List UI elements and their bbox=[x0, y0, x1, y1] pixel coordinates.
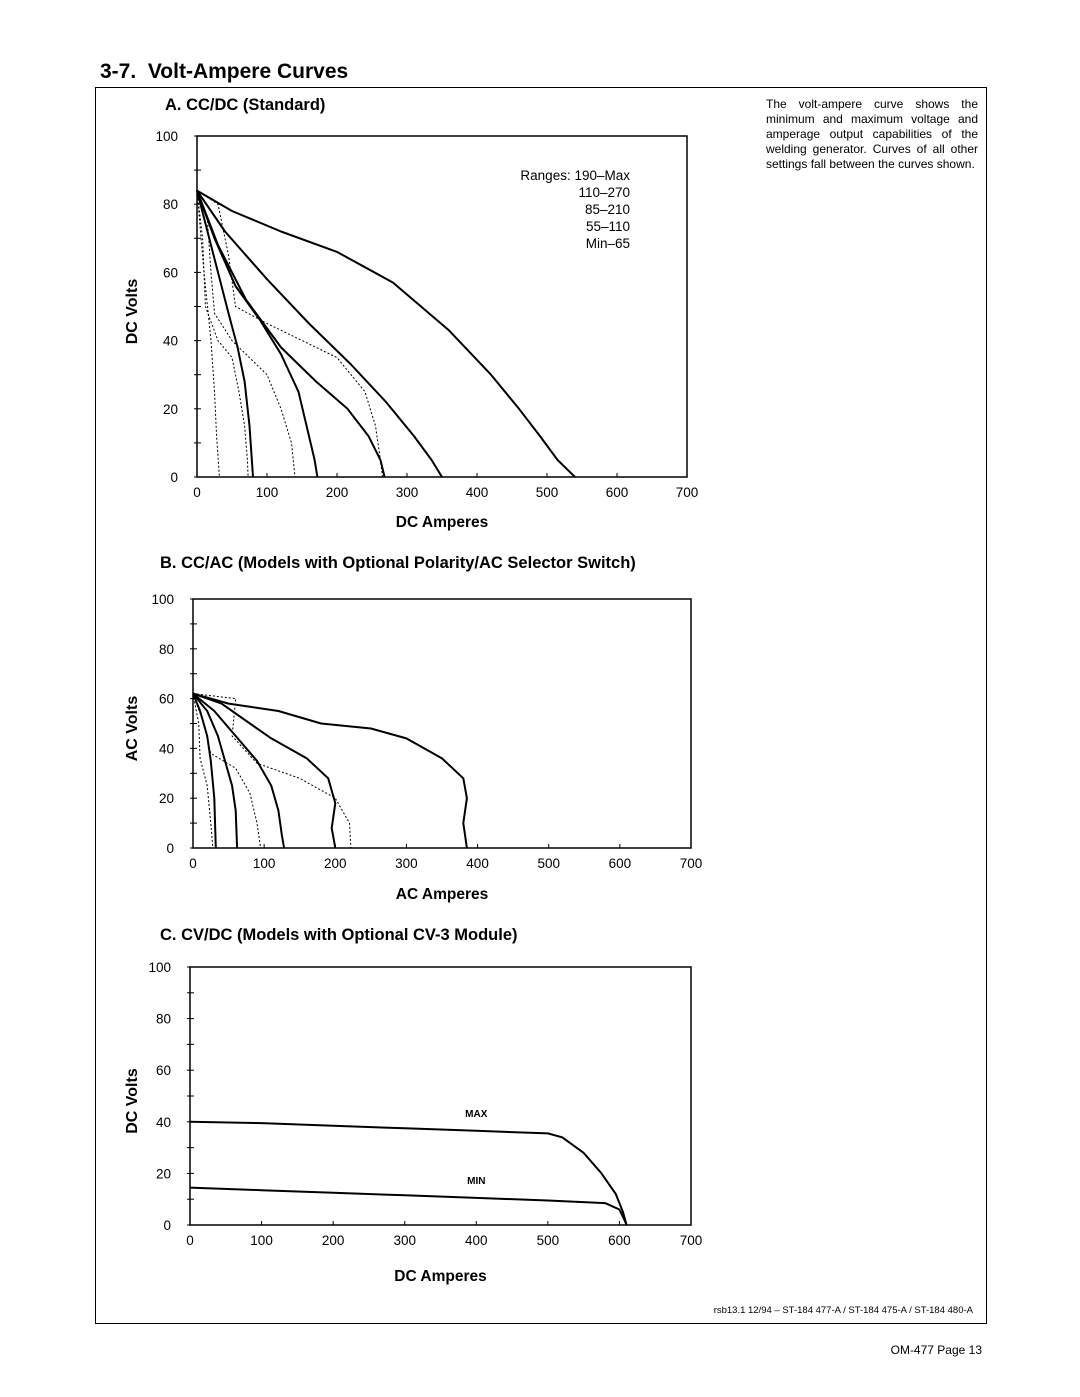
chart-a-x-tick-label: 100 bbox=[255, 485, 279, 500]
chart-c-series-2 bbox=[190, 1188, 627, 1225]
chart-a-legend-entry: Ranges: 190–Max bbox=[520, 168, 630, 183]
chart-b-series-5 bbox=[193, 694, 216, 848]
chart-a-x-axis-label: DC Amperes bbox=[395, 514, 489, 531]
chart-a-series-5 bbox=[197, 191, 253, 477]
chart-b-y-tick-label: 80 bbox=[158, 641, 174, 657]
chart-c-x-tick-label: 100 bbox=[250, 1233, 273, 1248]
chart-b-y-axis-label: AC Volts bbox=[124, 695, 141, 762]
chart-b-x-tick-label: 700 bbox=[679, 856, 703, 871]
chart-a-x-tick-label: 0 bbox=[193, 485, 201, 500]
section-title: Volt-Ampere Curves bbox=[147, 60, 349, 83]
chart-b-y-tick-label: 100 bbox=[151, 592, 174, 607]
chart-c-y-tick-label: 60 bbox=[155, 1063, 171, 1079]
chart-a-y-tick-label: 0 bbox=[170, 470, 178, 485]
chart-c-plot-frame bbox=[190, 967, 691, 1225]
chart-a-series-8 bbox=[197, 191, 248, 477]
chart-a-y-tick-label: 60 bbox=[162, 265, 178, 281]
chart-a-legend-entry: Min–65 bbox=[585, 236, 630, 251]
chart-b-x-tick-label: 400 bbox=[466, 856, 489, 871]
chart-c-title: C. CV/DC (Models with Optional CV-3 Module) bbox=[160, 926, 518, 944]
chart-b-series-6 bbox=[193, 694, 351, 848]
chart-c-x-tick-label: 200 bbox=[321, 1233, 345, 1248]
chart-c-y-axis-label: DC Volts bbox=[124, 1068, 141, 1134]
chart-b-y-tick-label: 0 bbox=[166, 841, 174, 856]
chart-b-x-tick-label: 100 bbox=[252, 856, 276, 871]
chart-c-x-axis-label: DC Amperes bbox=[394, 1268, 487, 1285]
chart-b-y-tick-label: 20 bbox=[158, 791, 174, 807]
chart-c-series-1 bbox=[190, 1122, 627, 1225]
chart-c-y-tick-label: 40 bbox=[155, 1114, 171, 1130]
chart-b-x-tick-label: 300 bbox=[395, 856, 418, 871]
chart-c-y-tick-label: 0 bbox=[163, 1218, 171, 1233]
chart-c-series-label-min: MIN bbox=[467, 1175, 486, 1187]
page-number: OM-477 Page 13 bbox=[890, 1343, 982, 1357]
chart-b-x-axis-label: AC Amperes bbox=[395, 886, 489, 903]
chart-b-title: B. CC/AC (Models with Optional Polarity/AC Selector Switch) bbox=[160, 554, 636, 572]
chart-c-x-tick-label: 300 bbox=[393, 1233, 416, 1248]
chart-a-series-3 bbox=[197, 191, 385, 477]
chart-c-series-label-max: MAX bbox=[465, 1108, 488, 1120]
chart-a-series-1 bbox=[197, 191, 575, 477]
description-text: The volt-ampere curve shows the minimum and maximum voltage and amperage output capabilities of the welding generator. Curves of all other settings fall between the curves shown. bbox=[766, 97, 978, 171]
chart-a-x-tick-label: 700 bbox=[675, 485, 699, 500]
chart-b-x-tick-label: 500 bbox=[537, 856, 560, 871]
chart-c-x-tick-label: 0 bbox=[186, 1233, 194, 1248]
chart-c-x-tick-label: 600 bbox=[608, 1233, 631, 1248]
chart-c-y-tick-label: 100 bbox=[148, 960, 171, 975]
chart-b-plot-frame bbox=[193, 599, 691, 848]
chart-a-x-tick-label: 300 bbox=[395, 485, 419, 500]
chart-a-x-tick-label: 500 bbox=[535, 485, 559, 500]
chart-a-legend-entry: 85–210 bbox=[584, 202, 630, 217]
reference-code: rsb13.1 12/94 – ST-184 477-A / ST-184 475-A / ST-184 480-A bbox=[713, 1305, 973, 1316]
chart-c-x-tick-label: 400 bbox=[465, 1233, 488, 1248]
section-number: 3-7. bbox=[100, 60, 137, 83]
chart-a-y-tick-label: 40 bbox=[162, 333, 178, 349]
chart-b-y-tick-label: 60 bbox=[158, 691, 174, 707]
chart-b-x-tick-label: 0 bbox=[189, 856, 197, 871]
chart-c-x-tick-label: 500 bbox=[536, 1233, 560, 1248]
chart-c-y-tick-label: 20 bbox=[155, 1166, 171, 1182]
chart-a-x-tick-label: 400 bbox=[465, 485, 489, 500]
chart-a-title: A. CC/DC (Standard) bbox=[165, 96, 326, 114]
chart-b-x-tick-label: 600 bbox=[608, 856, 632, 871]
chart-a-legend-entry: 110–270 bbox=[578, 185, 630, 200]
chart-b-x-tick-label: 200 bbox=[324, 856, 347, 871]
chart-c-x-tick-label: 700 bbox=[679, 1233, 703, 1248]
chart-a-y-tick-label: 20 bbox=[162, 401, 178, 417]
chart-a-legend-entry: 55–110 bbox=[585, 219, 630, 234]
chart-a-y-axis-label: DC Volts bbox=[124, 278, 141, 345]
chart-a-series-6 bbox=[197, 191, 383, 477]
chart-c-y-tick-label: 80 bbox=[155, 1011, 171, 1027]
chart-a-x-tick-label: 200 bbox=[325, 485, 349, 500]
chart-b-y-tick-label: 40 bbox=[158, 741, 174, 757]
chart-a-y-tick-label: 100 bbox=[155, 129, 178, 144]
chart-a-y-tick-label: 80 bbox=[162, 197, 178, 213]
chart-a-x-tick-label: 600 bbox=[605, 485, 629, 500]
